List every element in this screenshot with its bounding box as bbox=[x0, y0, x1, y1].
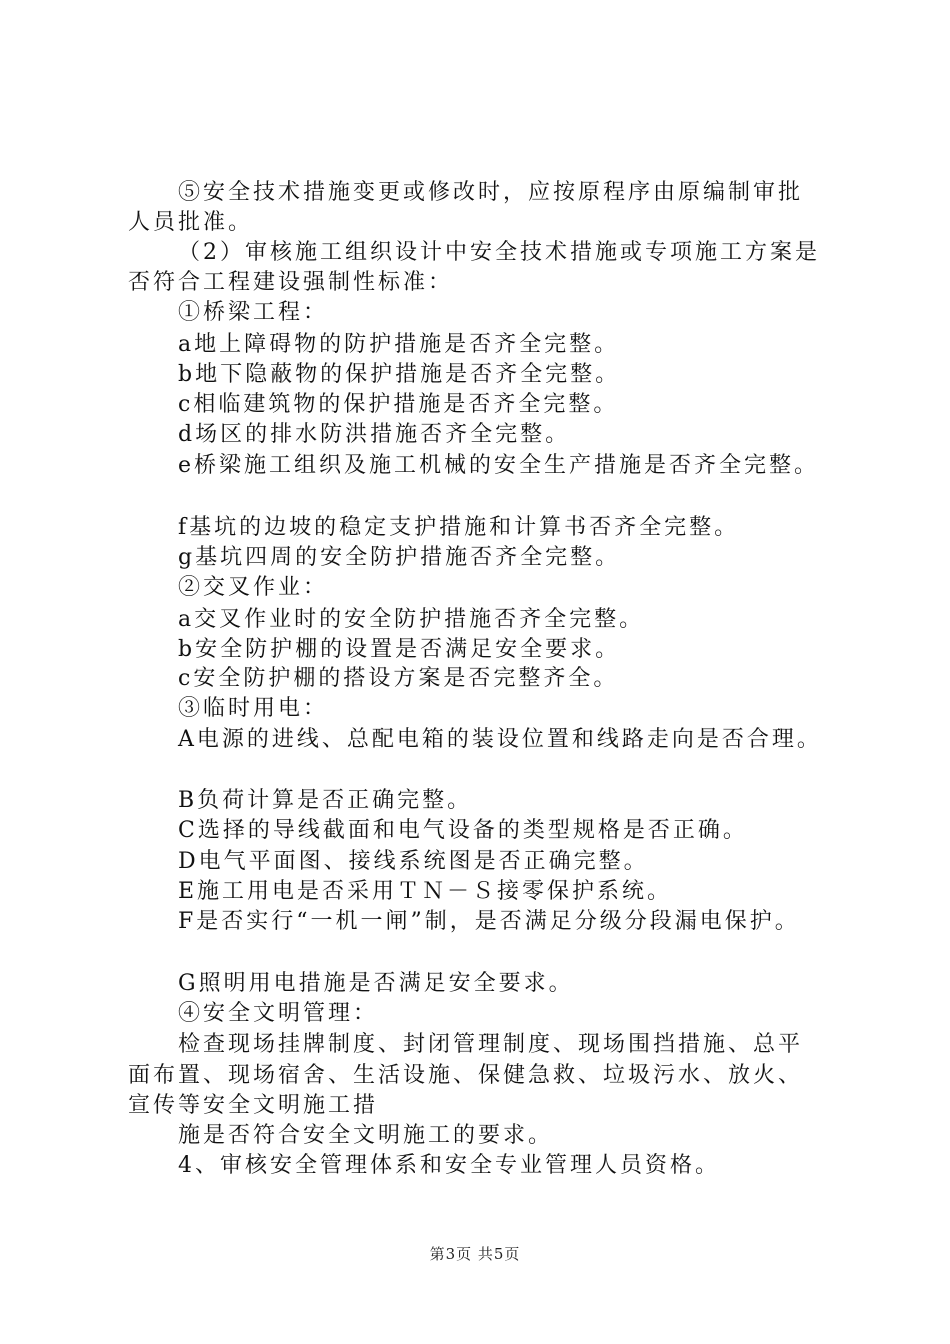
list-item: g基坑四周的安全防护措施否齐全完整。 bbox=[178, 545, 621, 570]
list-item: F是否实行“一机一闸”制，是否满足分级分段漏电保护。 bbox=[178, 909, 800, 934]
section-heading: ③临时用电： bbox=[178, 696, 329, 721]
section-heading: ②交叉作业： bbox=[178, 575, 329, 600]
list-item: d场区的排水防洪措施否齐全完整。 bbox=[178, 422, 571, 447]
paragraph-line: ⑤安全技术措施变更或修改时，应按原程序由原编制审批 bbox=[178, 180, 804, 205]
list-item: D电气平面图、接线系统图是否正确完整。 bbox=[178, 849, 649, 874]
list-item: a交叉作业时的安全防护措施否齐全完整。 bbox=[178, 607, 645, 632]
paragraph-line: 人员批准。 bbox=[128, 210, 254, 235]
paragraph-line: 施是否符合安全文明施工的要求。 bbox=[178, 1123, 554, 1148]
list-item: b安全防护棚的设置是否满足安全要求。 bbox=[178, 637, 621, 662]
list-item: B负荷计算是否正确完整。 bbox=[178, 788, 473, 813]
list-item: A电源的进线、总配电箱的装设位置和线路走向是否合理。 bbox=[178, 727, 822, 752]
paragraph-line: 检查现场挂牌制度、封闭管理制度、现场围挡措施、总平 bbox=[178, 1032, 804, 1057]
page-number-footer: 第3页 共5页 bbox=[429, 1245, 521, 1263]
paragraph-line: 否符合工程建设强制性标准： bbox=[128, 270, 454, 295]
list-item: b地下隐蔽物的保护措施是否齐全完整。 bbox=[178, 362, 621, 387]
list-item: a地上障碍物的防护措施是否齐全完整。 bbox=[178, 332, 620, 357]
paragraph-line: （2）审核施工组织设计中安全技术措施或专项施工方案是 bbox=[178, 240, 820, 265]
list-item: E施工用电是否采用ＴＮ－Ｓ接零保护系统。 bbox=[178, 879, 673, 904]
paragraph-line: 4、审核安全管理体系和安全专业管理人员资格。 bbox=[178, 1153, 720, 1178]
list-item: C选择的导线截面和电气设备的类型规格是否正确。 bbox=[178, 818, 748, 843]
list-item: c相临建筑物的保护措施是否齐全完整。 bbox=[178, 392, 619, 417]
list-item: f基坑的边坡的稳定支护措施和计算书否齐全完整。 bbox=[178, 515, 740, 540]
list-item: c安全防护棚的搭设方案是否完整齐全。 bbox=[178, 666, 619, 691]
paragraph-line: 面布置、现场宿舍、生活设施、保健急救、垃圾污水、放火、 bbox=[128, 1063, 804, 1088]
section-heading: ④安全文明管理： bbox=[178, 1001, 379, 1026]
section-heading: ①桥梁工程： bbox=[178, 300, 329, 325]
list-item: e桥梁施工组织及施工机械的安全生产措施是否齐全完整。 bbox=[178, 453, 820, 478]
paragraph-line: 宣传等安全文明施工措 bbox=[128, 1093, 379, 1118]
list-item: G照明用电措施是否满足安全要求。 bbox=[178, 971, 574, 996]
